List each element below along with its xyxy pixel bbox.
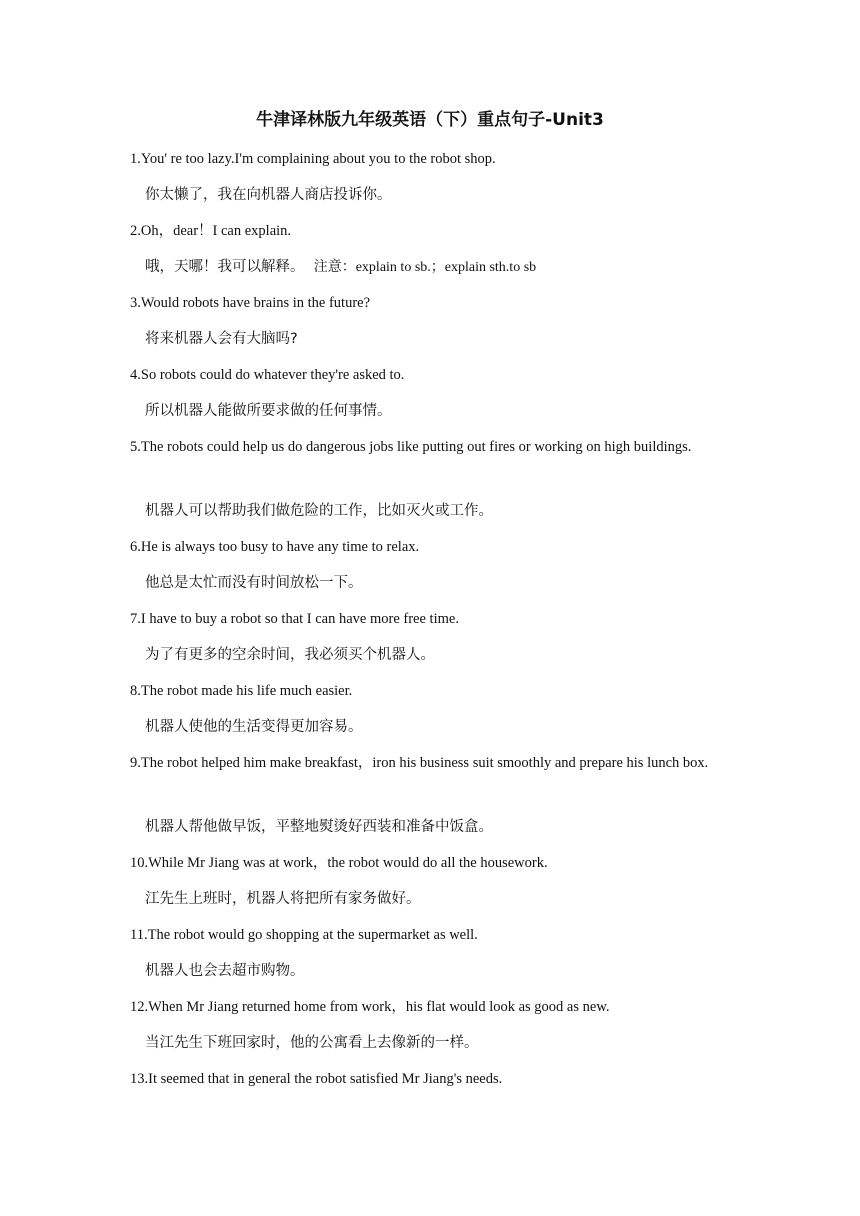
sentence-4-english: 4.So robots could do whatever they're asked to. [130,367,405,383]
sentence-3-chinese: 将来机器人会有大脑吗? [145,331,298,347]
sentence-13-english: 13.It seemed that in general the robot satisfied Mr Jiang's needs. [130,1071,503,1087]
sentence-7-english: 7.I have to buy a robot so that I can have more free time. [130,611,459,627]
sentence-2-note: 注意：explain to sb.；explain sth.to sb [313,260,537,275]
sentence-4-chinese: 所以机器人能做所要求做的任何事情。 [145,403,392,419]
sentence-7-chinese: 为了有更多的空余时间，我必须买个机器人。 [145,647,435,663]
sentence-6-chinese: 他总是太忙而没有时间放松一下。 [145,575,363,591]
sentence-1-english: 1.You' re too lazy.I'm complaining about you to the robot shop. [130,151,496,167]
sentence-10-chinese: 江先生上班时，机器人将把所有家务做好。 [145,891,421,907]
sentence-5-english: 5.The robots could help us do dangerous jobs like putting out fires or working on high buildings. [130,439,692,455]
sentence-12-chinese: 当江先生下班回家时，他的公寓看上去像新的一样。 [145,1035,479,1051]
sentence-6-english: 6.He is always too busy to have any time to relax. [130,539,420,555]
sentence-9-chinese: 机器人帮他做早饭，平整地熨烫好西装和准备中饭盒。 [145,819,493,835]
sentence-12-english: 12.When Mr Jiang returned home from work，his flat would look as good as new. [130,999,610,1015]
sentence-10-english: 10.While Mr Jiang was at work，the robot would do all the housework. [130,855,548,871]
sentence-3-english: 3.Would robots have brains in the future? [130,295,371,311]
sentence-2-chinese [145,257,536,278]
sentence-2-chinese-text: 哦，天哪！我可以解释。 [145,259,305,275]
sentence-8-english: 8.The robot made his life much easier. [130,683,353,699]
sentence-8-chinese: 机器人使他的生活变得更加容易。 [145,719,363,735]
document-title: 牛津译林版九年级英语（下）重点句子-Unit3 [256,110,604,130]
sentence-9-english: 9.The robot helped him make breakfast，iron his business suit smoothly and prepare his lunch box. [130,755,709,771]
sentence-2-english: 2.Oh，dear！I can explain. [130,223,292,239]
sentence-5-chinese: 机器人可以帮助我们做危险的工作，比如灭火或工作。 [145,503,493,519]
sentence-11-english: 11.The robot would go shopping at the supermarket as well. [130,927,478,943]
sentence-11-chinese: 机器人也会去超市购物。 [145,963,305,979]
sentence-1-chinese: 你太懒了，我在向机器人商店投诉你。 [145,187,392,203]
